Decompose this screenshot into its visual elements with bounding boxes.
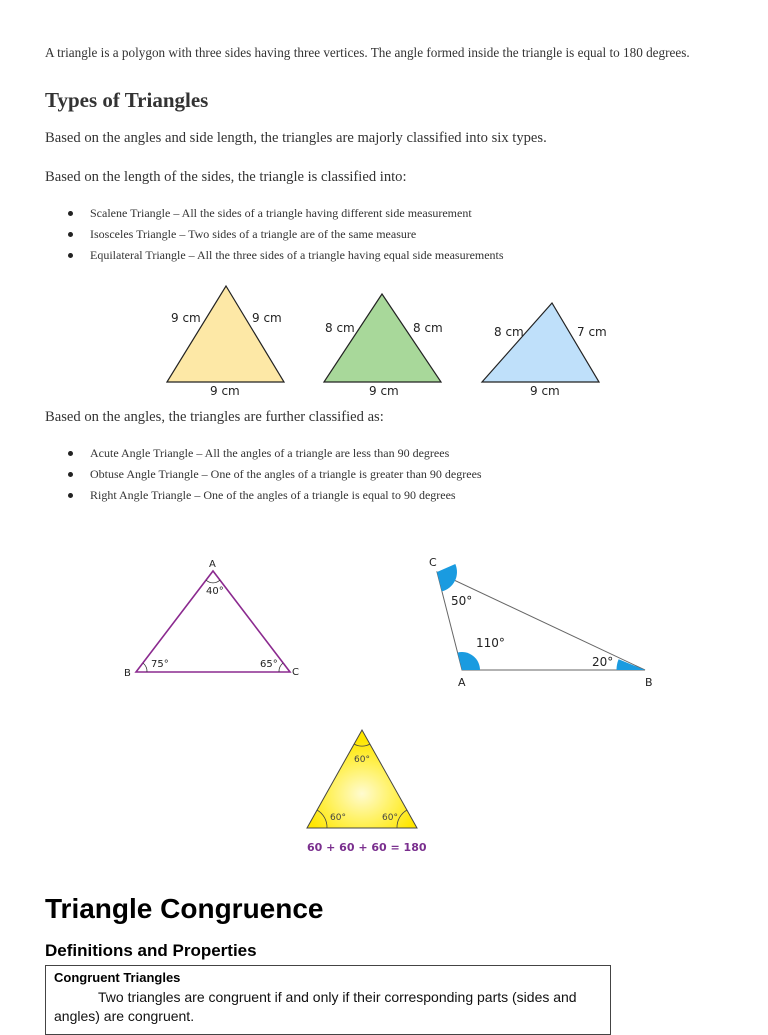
angle-c-label: 50° (451, 594, 473, 608)
scalene-triangle (482, 303, 599, 382)
angles-classification-list (68, 446, 482, 509)
obtuse-triangle-figure (420, 550, 670, 690)
by-angles-paragraph: Based on the angles, the triangles are further classified as: (45, 409, 384, 425)
scalene-left-side-label: 8 cm (494, 325, 524, 339)
definition-body: Two triangles are congruent if and only if their corresponding parts (sides and angles) are congruent. (54, 989, 577, 1024)
list-item: Obtuse Angle Triangle – One of the angles of a triangle is greater than 90 degrees (68, 467, 482, 488)
equilateral-triangle (167, 286, 284, 382)
classification-paragraph: Based on the angles and side length, the triangles are majorly classified into six types. (45, 130, 547, 146)
right-angle-label: 60° (382, 813, 398, 823)
isosceles-left-side-label: 8 cm (325, 321, 355, 335)
angle-a-label: 110° (476, 636, 505, 650)
scalene-base-label: 9 cm (530, 384, 560, 398)
scalene-right-side-label: 7 cm (577, 325, 607, 339)
isosceles-triangle-figure (324, 294, 443, 398)
angle-sum-equation: 60 + 60 + 60 = 180 (307, 841, 427, 854)
list-item: Acute Angle Triangle – All the angles of a triangle are less than 90 degrees (68, 446, 482, 467)
vertex-a-label: A (209, 559, 216, 570)
acute-triangle-figure (110, 552, 320, 682)
vertex-c-label: C (429, 556, 437, 569)
angle-c-label: 65° (260, 659, 278, 670)
equilateral-right-side-label: 9 cm (252, 311, 282, 325)
vertex-b-label: B (124, 668, 131, 679)
isosceles-right-side-label: 8 cm (413, 321, 443, 335)
left-angle-label: 60° (330, 813, 346, 823)
list-item: Scalene Triangle – All the sides of a triangle having different side measurement (68, 206, 504, 227)
side-triangles-figure (0, 278, 768, 403)
equiangular-triangle-figure (290, 720, 440, 860)
sides-classification-list (68, 206, 504, 269)
angle-c-wedge (437, 564, 457, 591)
isosceles-base-label: 9 cm (369, 384, 399, 398)
by-sides-paragraph: Based on the length of the sides, the triangle is classified into: (45, 169, 407, 185)
scalene-triangle-figure (482, 303, 607, 398)
list-item: Isosceles Triangle – Two sides of a triangle are of the same measure (68, 227, 504, 248)
angle-a-arc (206, 580, 220, 583)
angle-b-wedge (616, 659, 645, 670)
intro-paragraph: A triangle is a polygon with three sides having three vertices. The angle formed inside the triangle is equal to 180 degrees. (45, 45, 690, 60)
vertex-a-label: A (458, 676, 466, 689)
triangle-congruence-heading: Triangle Congruence (45, 893, 324, 924)
equilateral-left-side-label: 9 cm (171, 311, 201, 325)
types-of-triangles-heading: Types of Triangles (45, 88, 209, 112)
equiangular-triangle (307, 730, 417, 828)
equilateral-base-label: 9 cm (210, 384, 240, 398)
vertex-c-label: C (292, 667, 299, 678)
angle-b-arc (143, 663, 147, 672)
vertex-b-label: B (645, 676, 653, 689)
equilateral-triangle-figure (167, 286, 284, 398)
angle-b-label: 75° (151, 659, 169, 670)
definition-title: Congruent Triangles (54, 970, 181, 985)
isosceles-triangle (324, 294, 441, 382)
definition-box (45, 965, 611, 1035)
list-item: Equilateral Triangle – All the three sides of a triangle having equal side measurements (68, 248, 504, 269)
angle-b-label: 20° (592, 655, 614, 669)
top-angle-label: 60° (354, 755, 370, 765)
angle-c-arc (279, 663, 283, 672)
list-item: Right Angle Triangle – One of the angles of a triangle is equal to 90 degrees (68, 488, 482, 509)
definitions-heading: Definitions and Properties (45, 941, 257, 960)
angle-a-label: 40° (206, 586, 224, 597)
